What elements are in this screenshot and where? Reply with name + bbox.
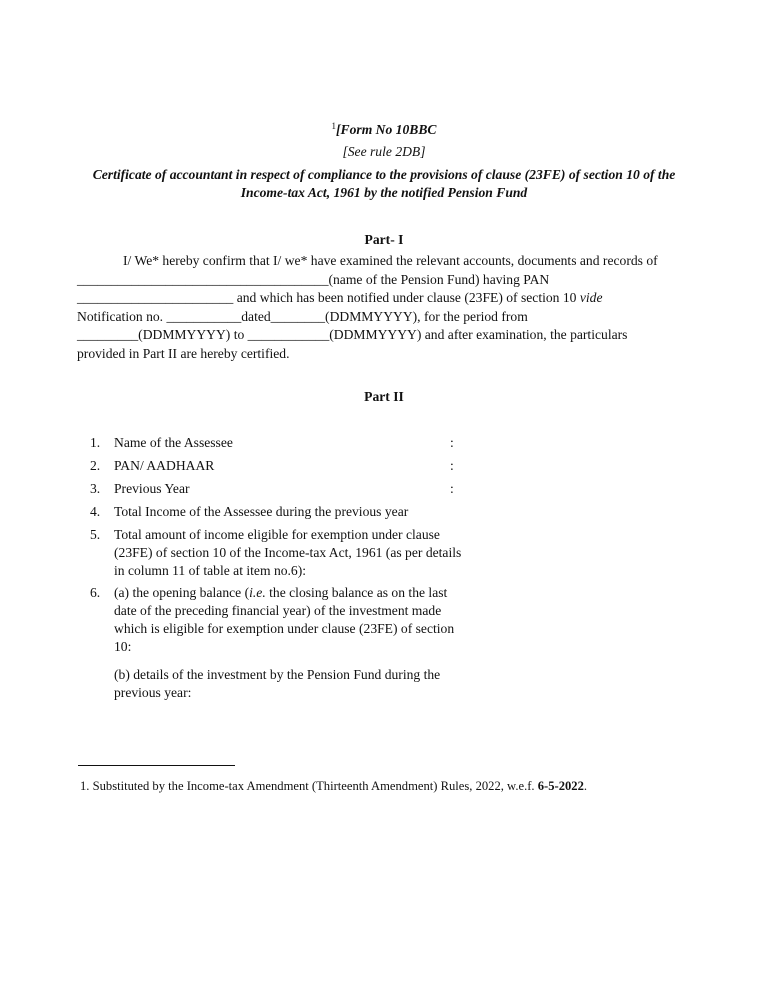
list-item [90,503,470,526]
footnote-divider [78,765,235,766]
item-number: 3. [90,481,101,496]
item-number: 5. [90,527,101,542]
footnote-end: . [583,779,588,793]
part1-line-1: I/ We* hereby confirm that I/ we* have examined the relevant accounts, documents and records of [123,253,658,268]
certificate-title: Certificate of accountant in respect of compliance to the provisions of clause (23FE) of section 10 of the Income-tax Act, 1961 by the notified Pension Fund [92,167,676,200]
form-title-text: [Form No 10BBC [336,122,437,137]
part1-heading: Part- I [364,232,404,247]
item-text-a [114,584,470,656]
item-number: 4. [90,504,101,519]
item-text: Name of the Assessee [114,435,233,450]
item-text-a-post: the closing balance as on the last date of the preceding financial year) of the investment made which is eligible for exemption under clause (23FE) of section 10: [114,585,455,654]
list-item [90,526,470,584]
item-text-b: (b) details of the investment by the Pension Fund during the previous year: [114,667,441,700]
list-item [90,480,470,503]
footnote [80,777,587,795]
item-colon: : [450,435,454,450]
footnote-text: 1. Substituted by the Income-tax Amendment (Thirteenth Amendment) Rules, 2022, w.e.f. [80,779,538,793]
item-number: 1. [90,435,101,450]
item-colon: : [450,458,454,473]
part1-line-5: _________(DDMMYYYY) to ____________(DDMMYYYY) and after examination, the particulars [77,327,628,342]
part1-line-3-italic: vide [579,290,603,305]
part1-body [77,252,687,363]
part1-line-4: Notification no. ___________dated________(DDMMYYYY), for the period from [77,308,528,324]
rule-reference: [See rule 2DB] [342,144,426,159]
part1-line-3-text: _______________________ and which has been notified under clause (23FE) of section 10 [77,290,580,305]
item-text: Previous Year [114,481,190,496]
item-text-a-italic: i.e. [249,585,266,600]
part2-heading: Part II [364,389,404,404]
item-text: Total Income of the Assessee during the previous year [114,504,409,519]
item-number: 2. [90,458,101,473]
item-text: PAN/ AADHAAR [114,458,215,473]
item-number: 6. [90,585,101,600]
part1-line-2: _____________________________________(name of the Pension Fund) having PAN [77,271,550,287]
part1-line-6: provided in Part II are hereby certified. [77,345,290,361]
list-item [90,434,470,457]
list-item [90,584,470,702]
item-colon: : [450,481,454,496]
footnote-date: 6-5-2022 [537,779,584,793]
list-item [90,457,470,480]
form-title [0,117,768,139]
part2-items [90,434,470,702]
item-text-a-pre: (a) the opening balance ( [114,585,250,600]
item-text: Total amount of income eligible for exemption under clause (23FE) of section 10 of the Income-tax Act, 1961 (as per details in column 11 of table at item no.6): [114,527,462,578]
part1-line-3 [77,289,687,308]
footnote-marker: 1 [331,121,337,131]
